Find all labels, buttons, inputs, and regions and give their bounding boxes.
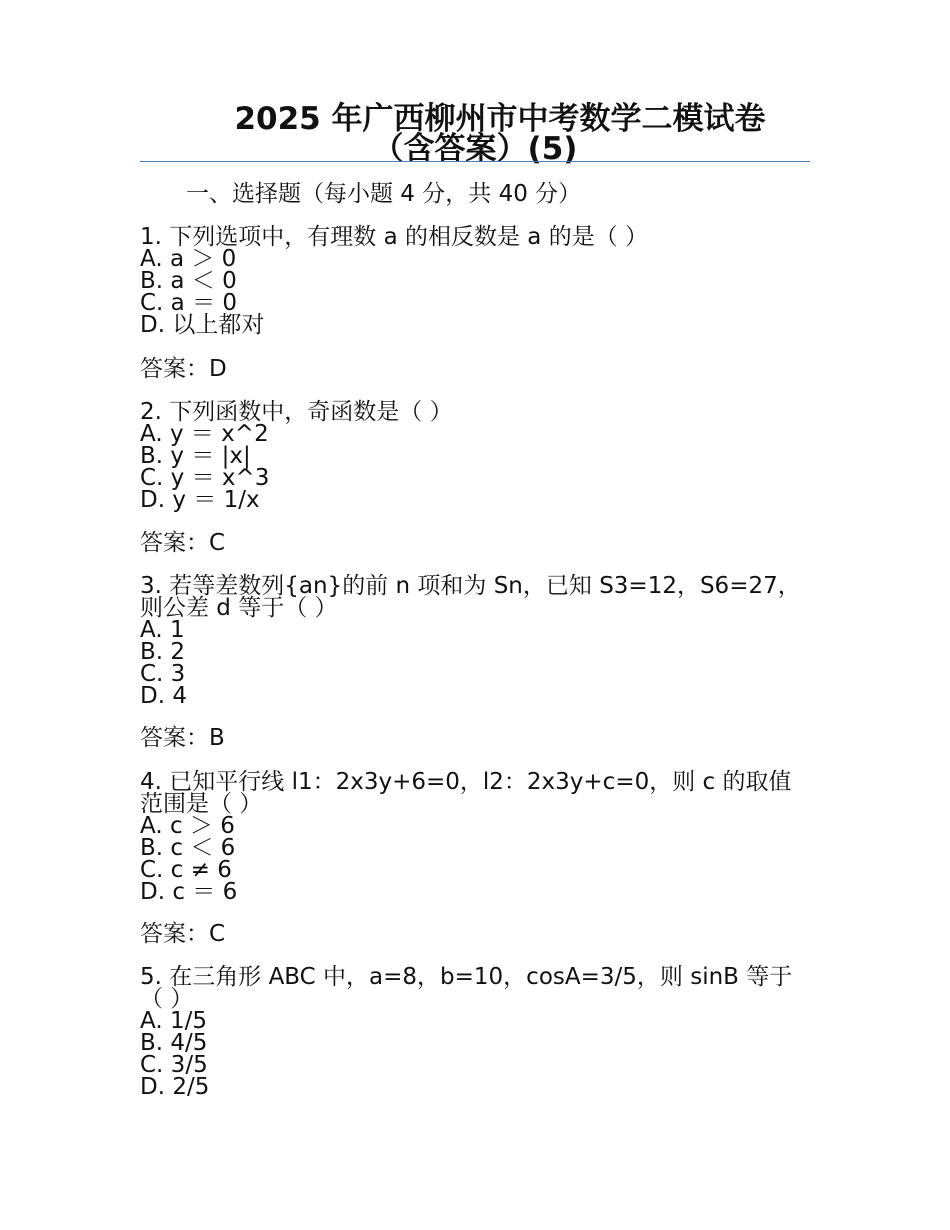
option-a: A. 1/5 xyxy=(140,1008,207,1034)
question-stem: 5. 在三角形 ABC 中，a=8，b=10，cosA=3/5，则 sinB 等于 xyxy=(140,964,793,990)
option-d: D. 以上都对 xyxy=(140,312,265,338)
option-d: D. c ＝ 6 xyxy=(140,879,238,905)
question-1 xyxy=(140,226,648,336)
option-c: C. c ≠ 6 xyxy=(140,857,232,883)
question-5 xyxy=(140,966,792,1098)
title-line-1: 2025 年广西柳州市中考数学二模试卷 xyxy=(234,101,766,137)
answer-2: 答案：C xyxy=(140,530,226,556)
option-c: C. 3 xyxy=(140,661,186,687)
question-4 xyxy=(140,771,792,903)
answer-4: 答案：C xyxy=(140,921,226,947)
question-stem-continued: 范围是（ ） xyxy=(140,791,263,817)
answer-3: 答案：B xyxy=(140,725,225,751)
question-3 xyxy=(140,575,801,707)
option-c: C. y ＝ x^3 xyxy=(140,465,270,491)
question-stem: 1. 下列选项中，有理数 a 的相反数是 a 的是（ ） xyxy=(140,224,648,250)
section-heading: 一、选择题（每小题 4 分，共 40 分） xyxy=(186,181,582,207)
option-d: D. 2/5 xyxy=(140,1074,210,1100)
option-b: B. 4/5 xyxy=(140,1030,208,1056)
question-stem-continued: （ ） xyxy=(140,986,194,1012)
option-d: D. y ＝ 1/x xyxy=(140,487,260,513)
option-b: B. 2 xyxy=(140,639,186,665)
document-title xyxy=(140,101,810,167)
option-d: D. 4 xyxy=(140,683,187,709)
option-c: C. 3/5 xyxy=(140,1052,208,1078)
question-2 xyxy=(140,401,453,511)
option-a: A. 1 xyxy=(140,617,185,643)
option-a: A. a ＞ 0 xyxy=(140,246,237,272)
option-a: A. y ＝ x^2 xyxy=(140,421,269,447)
question-stem: 2. 下列函数中，奇函数是（ ） xyxy=(140,399,453,425)
option-b: B. a ＜ 0 xyxy=(140,268,237,294)
title-line-2: （含答案）(5) xyxy=(372,131,578,167)
title-divider xyxy=(140,161,810,162)
question-stem: 4. 已知平行线 l1：2x3y+6=0，l2：2x3y+c=0，则 c 的取值 xyxy=(140,769,792,795)
option-b: B. c ＜ 6 xyxy=(140,835,236,861)
question-stem: 3. 若等差数列{an}的前 n 项和为 Sn，已知 S3=12，S6=27， xyxy=(140,573,801,599)
option-c: C. a ＝ 0 xyxy=(140,290,238,316)
option-b: B. y ＝ |x| xyxy=(140,443,251,469)
option-a: A. c ＞ 6 xyxy=(140,813,235,839)
answer-1: 答案：D xyxy=(140,356,227,382)
question-stem-continued: 则公差 d 等于（ ） xyxy=(140,595,338,621)
